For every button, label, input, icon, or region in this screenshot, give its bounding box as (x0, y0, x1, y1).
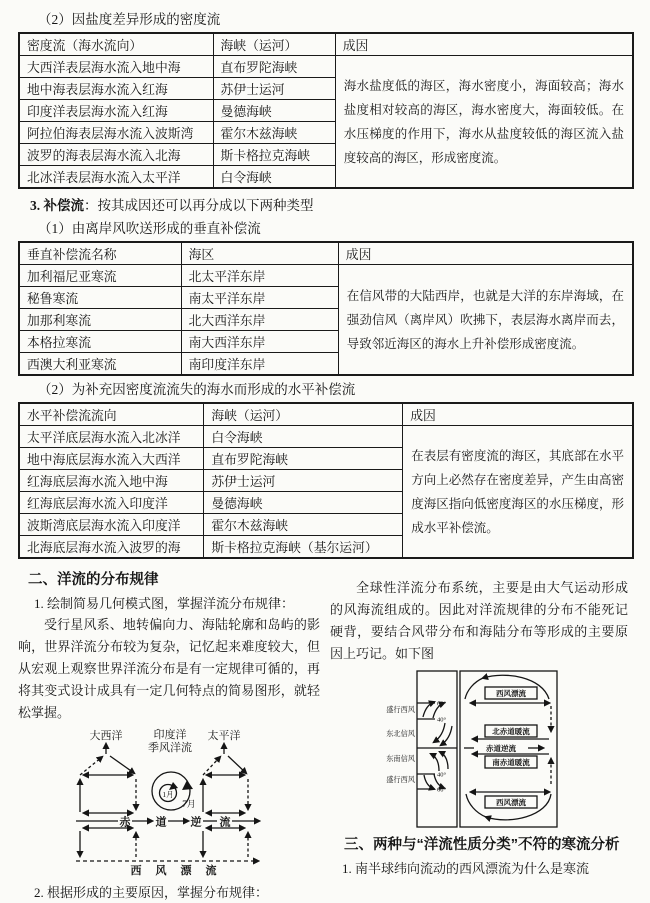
table-header-row (19, 242, 633, 265)
current-label-s-equatorial: 南赤道暖流 (492, 758, 530, 767)
table-cell: 南印度洋东岸 (181, 353, 338, 376)
label-atlantic: 大西洋 (89, 730, 123, 742)
column-header: 垂直补偿流名称 (19, 242, 181, 265)
label-january: 1月 (162, 790, 174, 799)
table-cell: 西澳大利亚寒流 (19, 353, 181, 376)
lat-label-40s: 40° (437, 771, 447, 779)
horizontal-compensation-table (18, 402, 634, 559)
two-column-area (18, 563, 634, 903)
equator-char-1: 赤 (119, 816, 131, 829)
label-pacific: 太平洋 (207, 730, 241, 742)
section3-item1: 1. 南半球纬向流动的西风漂流为什么是寒流 (342, 861, 590, 876)
table-row (19, 426, 633, 448)
column-header: 海峡（运河） (213, 33, 335, 56)
table-cell: 苏伊士运河 (213, 78, 335, 100)
table-cell: 阿拉伯海表层海水流入波斯湾 (19, 122, 213, 144)
westwind-char-4: 流 (205, 865, 217, 877)
heading-density-flow: （2）因盐度差异形成的密度流 (38, 12, 221, 27)
column-header: 密度流（海水流向） (19, 33, 213, 56)
table-cell: 红海底层海水流入地中海 (19, 470, 204, 492)
column-header: 成因 (335, 33, 633, 56)
westwind-char-3: 漂 (180, 865, 192, 877)
cause-cell: 海水盐度低的海区，海水密度小，海面较高；海水盐度相对较高的海区，海水密度大，海面较低。在水压梯度的作用下，海水从盐度较低的海区流入盐度较高的海区，形成密度流。 (335, 56, 633, 189)
table-header-row (19, 403, 633, 426)
table-cell: 北冰洋表层海水流入太平洋 (19, 166, 213, 189)
westwind-char-1: 西 (130, 865, 142, 877)
column-header: 成因 (403, 403, 633, 426)
current-label-counter: 赤道逆流 (486, 744, 516, 753)
section2-paragraph-right: 全球性洋流分布系统，主要是由大气运动形成的风海流组成的。因此对洋流规律的分布不能死记硬背，要结合风带分布和海陆分布等形成的主要原因上巧记。如下图 (330, 580, 628, 661)
left-column (18, 563, 320, 903)
section2-item2: 2. 根据形成的主要原因，掌握分布规律： (34, 885, 269, 900)
table-cell: 斯卡格拉克海峡 (213, 144, 335, 166)
gyre-model-diagram (76, 728, 262, 878)
current-label-westwind-s: 西风漂流 (496, 798, 526, 807)
density-flow-table (18, 32, 634, 189)
table-cell: 波罗的海表层海水流入北海 (19, 144, 213, 166)
lat-label-60s: 60° (437, 786, 447, 794)
heading-compensation-bold: 3. 补偿流 (30, 198, 84, 213)
table-cell: 直布罗陀海峡 (213, 56, 335, 78)
table-cell: 地中海底层海水流入大西洋 (19, 448, 204, 470)
wind-label-westerlies-s: 盛行西风 (386, 776, 415, 784)
lat-label-40n: 40° (437, 716, 447, 724)
table-cell: 加那利寒流 (19, 309, 181, 331)
table-cell: 北海底层海水流入波罗的海 (19, 536, 204, 559)
column-header: 海区 (181, 242, 338, 265)
table-cell: 地中海表层海水流入红海 (19, 78, 213, 100)
table-cell: 南太平洋东岸 (181, 287, 338, 309)
wind-label-ne-trades: 东北信风 (386, 730, 415, 738)
current-label-n-equatorial: 北赤道暖流 (492, 727, 530, 736)
table-cell: 白令海峡 (213, 166, 335, 189)
westwind-char-2: 风 (155, 865, 167, 877)
equator-char-2: 道 (155, 816, 167, 829)
heading-compensation (30, 194, 634, 214)
table-row (19, 265, 633, 287)
section3-title: 三、两种与“洋流性质分类”不符的寒流分析 (344, 837, 620, 853)
equator-char-3: 逆 (190, 816, 202, 829)
vertical-compensation-table (18, 241, 634, 376)
table-cell: 曼德海峡 (213, 100, 335, 122)
section2-paragraph-left: 受行星风系、地转偏向力、海陆轮廓和岛屿的影响，世界洋流分布较为复杂，记忆起来难度较大，但从宏观上观察世界洋流分布是有一定规律可循的，再将其变式设计成具有一定几何特点的简易图形，就轻松掌握。 (18, 617, 320, 720)
column-header: 成因 (338, 242, 633, 265)
table-cell: 太平洋底层海水流入北冰洋 (19, 426, 204, 448)
heading-vertical-comp: （1）由离岸风吹送形成的垂直补偿流 (38, 221, 261, 236)
model-labels (386, 688, 530, 807)
table-cell: 北大西洋东岸 (181, 309, 338, 331)
table-header-row (19, 33, 633, 56)
cause-cell: 在表层有密度流的海区，其底部在水平方向上必然存在密度差异，产生由高密度海区指向低密度海区的水压梯度，形成水平补偿流。 (403, 426, 633, 559)
table-cell: 大西洋表层海水流入地中海 (19, 56, 213, 78)
gyre-lines (76, 744, 259, 861)
heading-horizontal-comp: （2）为补充因密度流流失的海水而形成的水平补偿流 (38, 382, 356, 397)
wind-current-model-diagram (382, 669, 560, 829)
lat-label-60n: 60° (437, 700, 447, 708)
table-cell: 本格拉寒流 (19, 331, 181, 353)
label-monsoon-current: 季风洋流 (148, 742, 192, 754)
table-cell: 加利福尼亚寒流 (19, 265, 181, 287)
table-cell: 波斯湾底层海水流入印度洋 (19, 514, 204, 536)
heading-compensation-rest: ：按其成因还可以再分成以下两种类型 (84, 198, 314, 213)
current-label-westwind-n: 西风漂流 (496, 689, 526, 698)
table-cell: 白令海峡 (204, 426, 403, 448)
gyre-labels (90, 728, 241, 877)
column-header: 海峡（运河） (204, 403, 403, 426)
table-cell: 苏伊士运河 (204, 470, 403, 492)
table-cell: 印度洋表层海水流入红海 (19, 100, 213, 122)
section2-item1: 1. 绘制简易几何模式图，掌握洋流分布规律： (34, 596, 295, 611)
column-header: 水平补偿流流向 (19, 403, 204, 426)
cause-cell: 在信风带的大陆西岸，也就是大洋的东岸海域，在强劲信风（离岸风）吹拂下，表层海水离岸而去，导致邻近海区的海水上升补偿形成密度流。 (338, 265, 633, 376)
table-cell: 霍尔木兹海峡 (213, 122, 335, 144)
table-cell: 斯卡格拉克海峡（基尔运河） (204, 536, 403, 559)
table-cell: 曼德海峡 (204, 492, 403, 514)
table-cell: 霍尔木兹海峡 (204, 514, 403, 536)
table-row (19, 56, 633, 78)
label-indian-ocean: 印度洋 (153, 729, 187, 741)
wind-label-se-trades: 东南信风 (386, 755, 415, 763)
section2-title: 二、洋流的分布规律 (28, 572, 159, 588)
table-cell: 红海底层海水流入印度洋 (19, 492, 204, 514)
table-cell: 北太平洋东岸 (181, 265, 338, 287)
right-column (330, 563, 628, 903)
table-cell: 秘鲁寒流 (19, 287, 181, 309)
label-july: 7月 (182, 799, 196, 809)
equator-char-4: 流 (219, 816, 231, 829)
table-cell: 南大西洋东岸 (181, 331, 338, 353)
wind-label-westerlies-n: 盛行西风 (386, 706, 415, 714)
table-cell: 直布罗陀海峡 (204, 448, 403, 470)
